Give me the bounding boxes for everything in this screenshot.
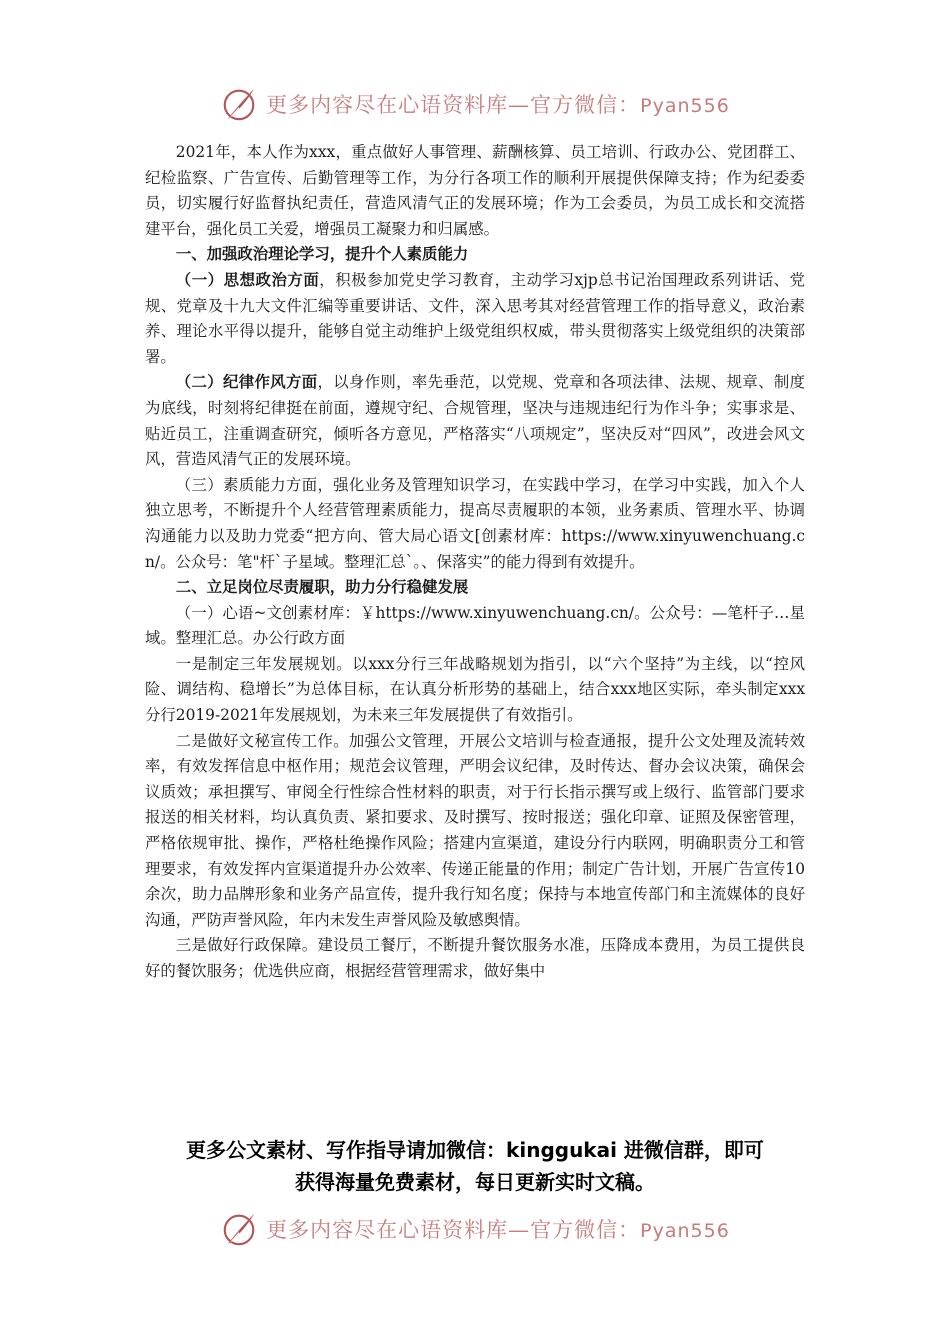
quill-pen-logo-icon [220, 1210, 258, 1248]
paragraph-admin-heading: （一）心语~文创素材库：￥https://www.xinyuwenchuang.cn/。公众号：—笔杆子…星域。整理汇总。办公行政方面 [145, 603, 805, 648]
quill-pen-logo-icon [220, 85, 258, 123]
promo-line-2: 获得海量免费素材，每日更新实时文稿。 [295, 1170, 655, 1194]
section-heading-2: 二、立足岗位尽责履职，助力分行稳健发展 [175, 578, 469, 597]
promo-notice [120, 1134, 830, 1198]
wechat-id: Pyan556 [640, 1220, 730, 1242]
wechat-id: Pyan556 [640, 95, 730, 117]
promo-line-1: 更多公文素材、写作指导请加微信：kinggukai 进微信群，即可 [186, 1138, 764, 1162]
paragraph-discipline: （二）纪律作风方面，以身作则，率先垂范，以党规、党章和各项法律、法规、规章、制度为底线，时刻将纪律挺在前面，遵规守纪、合规管理，坚决与违规违纪行为作斗争；实事求是、贴近员工，注重调查研究，倾听各方意见，严格落实“八项规定”，坚决反对“四风”，改进会风文风，营造风清气正的发展环境。 [145, 373, 805, 469]
paragraph-competence: （三）素质能力方面，强化业务及管理知识学习，在实践中学习，在学习中实践，加入个人独立思考，不断提升个人经营管理素质能力，提高尽责履职的本领，业务素质、管理水平、协调沟通能力以及助力党委“把方向、管大局心语文[创素材库：https://www.xinyuwenchuang.cn/。公众号：笔"杆`子星域。整理汇总`。、保落实”的能力得到有效提升。 [145, 475, 805, 571]
paragraph-planning: 一是制定三年发展规划。以xxx分行三年战略规划为指引，以“六个坚持”为主线，以“控风险、调结构、稳增长”为总体目标，在认真分析形势的基础上，结合xxx地区实际，牵头制定xxx分行2019-2021年发展规划，为未来三年发展提供了有效指引。 [145, 654, 805, 725]
header-banner [0, 84, 950, 124]
footer-banner-text: 更多内容尽在心语资料库—官方微信：Pyan556 [266, 1218, 730, 1242]
document-body [145, 140, 805, 985]
header-banner-text: 更多内容尽在心语资料库—官方微信：Pyan556 [266, 93, 730, 117]
intro-paragraph: 2021年，本人作为xxx，重点做好人事管理、薪酬核算、员工培训、行政办公、党团群工、纪检监察、广告宣传、后勤管理等工作，为分行各项工作的顺利开展提供保障支持；作为纪委委员，切实履行好监督执纪责任，营造风清气正的发展环境；作为工会委员，为员工成长和交流搭建平台，强化员工关爱，增强员工凝聚力和归属感。 [145, 143, 805, 238]
paragraph-lead: （二）纪律作风方面 [175, 373, 318, 392]
section-heading-1: 一、加强政治理论学习，提升个人素质能力 [175, 245, 469, 264]
footer-banner [0, 1208, 950, 1250]
paragraph-secretarial: 二是做好文秘宣传工作。加强公文管理，开展公文培训与检查通报，提升公文处理及流转效率，有效发挥信息中枢作用；规范会议管理，严明会议纪律，及时传达、督办会议决策，确保会议质效；承担撰写、审阅全行性综合性材料的职责，对于行长指示撰写或上级行、监管部门要求报送的相关材料，均认真负责、紧扣要求、及时撰写、按时报送；强化印章、证照及保密管理，严格依规审批、操作，严格杜绝操作风险；搭建内宣渠道，建设分行内联网，明确职责分工和管理要求，有效发挥内宣渠道提升办公效率、传递正能量的作用；制定广告计划，开展广告宣传10余次，助力品牌形象和业务产品宣传，提升我行知名度；保持与本地宣传部门和主流媒体的良好沟通，严防声誉风险，年内未发生声誉风险及敏感舆情。 [145, 731, 805, 929]
paragraph-lead: （一）思想政治方面 [175, 270, 320, 289]
paragraph-admin-support: 三是做好行政保障。建设员工餐厅，不断提升餐饮服务水准，压降成本费用，为员工提供良好的餐饮服务；优选供应商，根据经营管理需求，做好集中 [145, 936, 805, 980]
paragraph-political: （一）思想政治方面，积极参加党史学习教育，主动学习xjp总书记治国理政系列讲话、党规、党章及十九大文件汇编等重要讲话、文件，深入思考其对经营管理工作的指导意义，政治素养、理论水平得以提升，能够自觉主动维护上级党组织权威，带头贯彻落实上级党组织的决策部署。 [145, 270, 805, 366]
